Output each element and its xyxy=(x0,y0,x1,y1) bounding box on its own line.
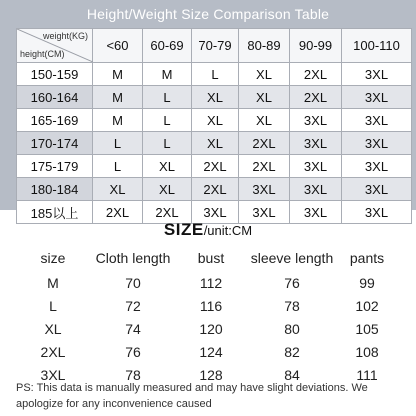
measurement-cell: 76 xyxy=(125,343,141,360)
height-weight-header-row xyxy=(17,29,412,63)
size-cell: M xyxy=(93,63,143,86)
size-chart-heading xyxy=(0,220,416,240)
measurement-cell: 102 xyxy=(355,297,379,314)
size-cell: 3XL xyxy=(342,155,412,178)
size-cell: 2XL xyxy=(290,63,342,86)
size-chart-column-header: bust xyxy=(197,249,225,266)
size-label-cell: XL xyxy=(44,320,62,337)
table-row xyxy=(22,317,390,340)
size-cell: 3XL xyxy=(290,155,342,178)
weight-column-header: 90-99 xyxy=(290,29,342,63)
table-row xyxy=(22,294,390,317)
corner-weight-label: weight(KG) xyxy=(42,31,88,41)
size-label-cell: L xyxy=(49,297,57,314)
size-heading-unit: /unit:CM xyxy=(203,223,253,238)
table-row xyxy=(22,340,390,363)
size-label-cell: 2XL xyxy=(40,343,66,360)
measurement-cell: 108 xyxy=(355,343,379,360)
size-chart-column-header: pants xyxy=(349,249,385,266)
weight-column-header: 60-69 xyxy=(143,29,192,63)
size-cell: 3XL xyxy=(290,178,342,201)
size-cell: 2XL xyxy=(290,86,342,109)
size-cell: 2XL xyxy=(239,132,290,155)
size-cell: 3XL xyxy=(342,201,412,224)
size-cell: 2XL xyxy=(192,155,239,178)
size-heading-main: SIZE xyxy=(163,220,204,239)
disclaimer-note: PS: This data is manually measured and may have slight deviations. We apologize for any inconvenience caused xyxy=(16,382,368,410)
table-corner-cell xyxy=(17,29,93,63)
size-cell: 3XL xyxy=(239,201,290,224)
measurement-cell: 105 xyxy=(355,320,379,337)
size-chart-header-row xyxy=(22,244,390,271)
measurement-cell: 120 xyxy=(199,320,223,337)
size-cell: L xyxy=(192,63,239,86)
size-cell: 3XL xyxy=(290,201,342,224)
measurement-cell: 70 xyxy=(125,274,141,291)
size-cell: M xyxy=(143,63,192,86)
measurement-cell: 78 xyxy=(125,366,141,383)
measurement-cell: 84 xyxy=(284,366,300,383)
size-cell: 2XL xyxy=(93,201,143,224)
measurement-cell: 124 xyxy=(199,343,223,360)
size-label-cell: M xyxy=(47,274,59,291)
size-chart-column-header: size xyxy=(40,249,66,266)
measurement-cell: 112 xyxy=(199,274,223,291)
height-range-cell: 185以上 xyxy=(17,201,93,224)
table-row xyxy=(17,109,412,132)
table-row xyxy=(17,155,412,178)
measurement-cell: 82 xyxy=(284,343,300,360)
weight-column-header: <60 xyxy=(93,29,143,63)
measurement-cell: 76 xyxy=(284,274,300,291)
size-cell: L xyxy=(93,155,143,178)
size-cell: XL xyxy=(143,178,192,201)
size-cell: 2XL xyxy=(143,201,192,224)
size-cell: M xyxy=(93,86,143,109)
size-chart-column-header: Cloth length xyxy=(95,249,171,266)
size-cell: XL xyxy=(192,132,239,155)
table-row xyxy=(17,86,412,109)
size-cell: 3XL xyxy=(342,178,412,201)
height-range-cell: 180-184 xyxy=(17,178,93,201)
table-row xyxy=(17,132,412,155)
weight-column-header: 100-110 xyxy=(342,29,412,63)
size-cell: XL xyxy=(192,86,239,109)
height-weight-table xyxy=(16,28,412,224)
measurement-cell: 111 xyxy=(356,366,378,383)
weight-column-header: 80-89 xyxy=(239,29,290,63)
measurement-cell: 74 xyxy=(125,320,141,337)
size-cell: XL xyxy=(192,109,239,132)
size-cell: 3XL xyxy=(342,86,412,109)
size-cell: XL xyxy=(239,109,290,132)
size-cell: 3XL xyxy=(239,178,290,201)
size-cell: L xyxy=(143,109,192,132)
measurement-cell: 116 xyxy=(199,297,223,314)
size-cell: L xyxy=(93,132,143,155)
measurement-cell: 72 xyxy=(125,297,141,314)
size-cell: 3XL xyxy=(290,132,342,155)
size-cell: L xyxy=(143,86,192,109)
size-cell: XL xyxy=(239,63,290,86)
size-cell: XL xyxy=(93,178,143,201)
table-row xyxy=(17,178,412,201)
size-cell: 3XL xyxy=(342,109,412,132)
size-cell: XL xyxy=(143,155,192,178)
size-cell: 2XL xyxy=(192,178,239,201)
size-cell: 3XL xyxy=(290,109,342,132)
height-range-cell: 175-179 xyxy=(17,155,93,178)
corner-height-label: height(CM) xyxy=(20,49,65,59)
height-range-cell: 165-169 xyxy=(17,109,93,132)
measurement-cell: 78 xyxy=(284,297,300,314)
size-cell: L xyxy=(143,132,192,155)
height-weight-title: Height/Weight Size Comparison Table xyxy=(86,6,330,22)
measurement-cell: 99 xyxy=(359,274,375,291)
weight-column-header: 70-79 xyxy=(192,29,239,63)
size-cell: 3XL xyxy=(192,201,239,224)
measurement-cell: 80 xyxy=(284,320,300,337)
size-cell: 3XL xyxy=(342,132,412,155)
size-cell: 3XL xyxy=(342,63,412,86)
size-cell: XL xyxy=(239,86,290,109)
height-range-cell: 160-164 xyxy=(17,86,93,109)
size-cell: 2XL xyxy=(239,155,290,178)
height-range-cell: 170-174 xyxy=(17,132,93,155)
measurement-cell: 128 xyxy=(199,366,223,383)
size-chart-column-header: sleeve length xyxy=(250,249,334,266)
table-row xyxy=(22,271,390,294)
size-chart-table xyxy=(22,244,390,386)
size-label-cell: 3XL xyxy=(40,366,66,383)
size-cell: M xyxy=(93,109,143,132)
height-range-cell: 150-159 xyxy=(17,63,93,86)
table-row xyxy=(17,63,412,86)
